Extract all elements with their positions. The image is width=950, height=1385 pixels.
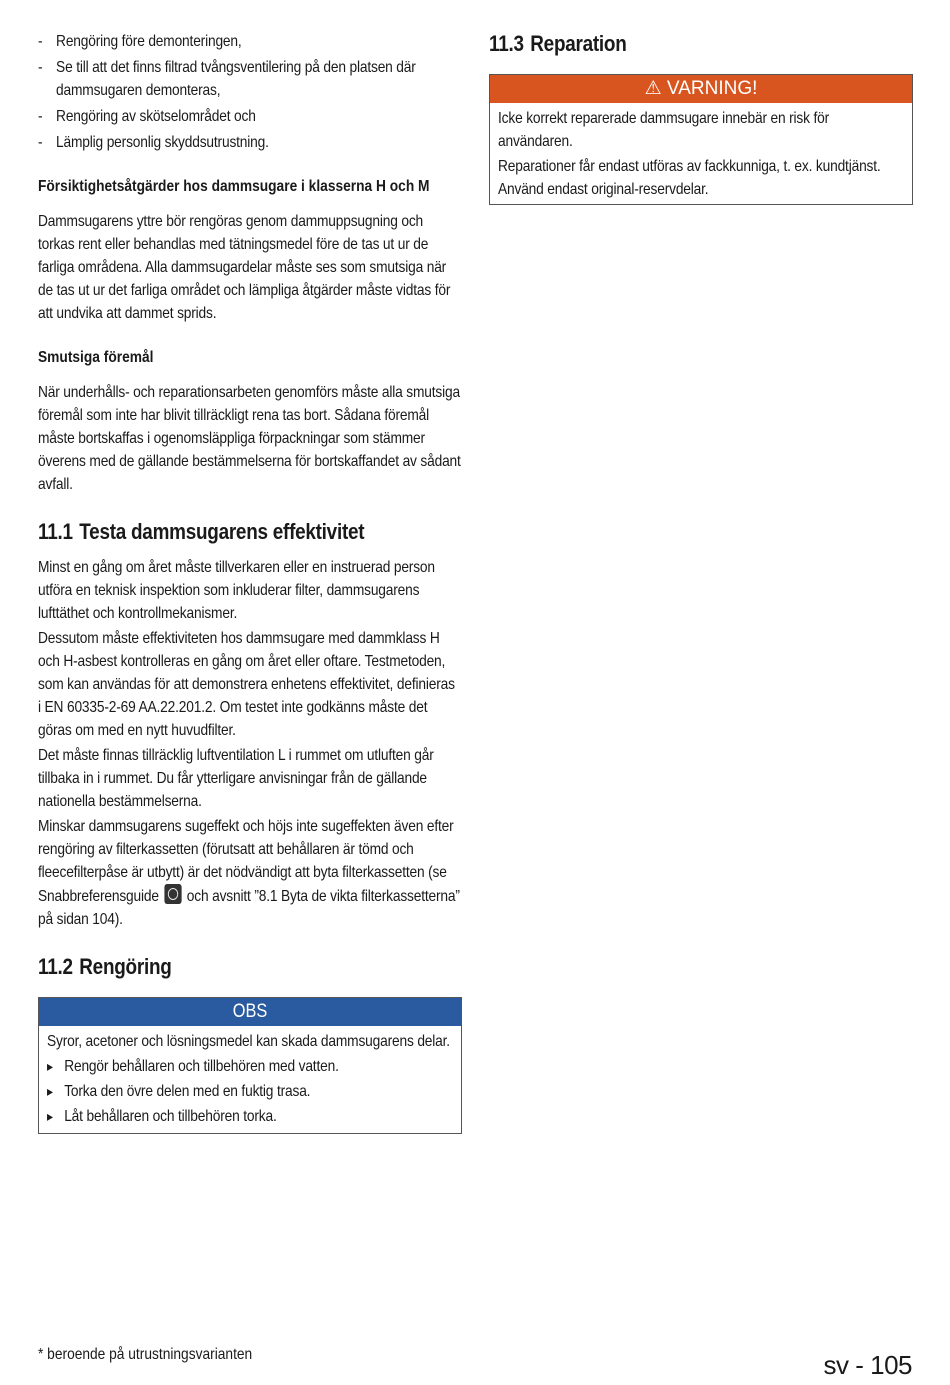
warning-text: Icke korrekt reparerade dammsugare innebär en risk för användaren. [498, 110, 830, 150]
precautions-text: Dammsugarens yttre bör rengöras genom dammuppsugning och torkas rent eller behandlas med tätningsmedel före de tas ut ur de farliga områdena. Alla dammsugardelar måste ses som smutsiga när de tas ut ur det farliga området och lämpliga åtgärder måste vidtas för att undvika att dammet sprids. [38, 213, 451, 322]
list-item: - Rengöring av skötselområdet och [38, 105, 461, 128]
warning-box [489, 74, 913, 205]
notice-box [38, 997, 462, 1134]
list-item: - Se till att det finns filtrad tvångsventilering på den platsen där dammsugaren demonteras, [38, 56, 461, 102]
section-title: Testa dammsugarens effektivitet [79, 519, 365, 544]
inspection-text: Minst en gång om året måste tillverkaren eller en instruerad person utföra en teknisk inspektion som inkluderar filter, dammsugarens lufttäthet och kontrollmekanismer. [38, 559, 435, 622]
filter-replace-text-a: Minskar dammsugarens sugeffekt och höjs inte sugeffekten även efter rengöring av filterkassetten (förutsatt att behållaren är tömd och fleecefilterpåse är utbytt) är det nödvändigt att byta filterkassetten (se Snabbreferensguide [38, 818, 454, 905]
list-item: - Rengöring före demonteringen, [38, 30, 461, 53]
warning-header [490, 75, 912, 103]
list-item: - Lämplig personlig skyddsutrustning. [38, 131, 461, 154]
section-number: 11.1 [38, 519, 73, 544]
page-number: sv - 105 [823, 1350, 912, 1380]
section-number: 11.2 [38, 954, 73, 979]
section-number: 11.3 [489, 31, 524, 56]
warning-body [490, 103, 912, 204]
dirty-items-text: När underhålls- och reparationsarbeten genomförs måste alla smutsiga föremål som inte har blivit tillräckligt rena tas bort. Sådana föremål måste bortskaffas i ogenomsläppliga förpackningar som stämmer överens med de gällande bestämmelserna för bortskaffandet av sådant avfall. [38, 384, 461, 493]
left-column [38, 30, 462, 1134]
quick-reference-guide-icon [164, 884, 181, 904]
notice-label: OBS [232, 1001, 268, 1022]
disposal-checklist [38, 30, 461, 154]
list-item: ▸ Rengör behållaren och tillbehören med vatten. [47, 1055, 452, 1078]
notice-text: Syror, acetoner och lösningsmedel kan skada dammsugarens delar. [47, 1033, 450, 1050]
section-title: Rengöring [79, 954, 172, 979]
footnote-text: * beroende på utrustningsvarianten [38, 1346, 253, 1363]
list-item: ▸ Torka den övre delen med en fuktig trasa. [47, 1080, 452, 1103]
dirty-items-heading: Smutsiga föremål [38, 349, 154, 366]
filter-replace-text-b: och avsnitt ”8.1 Byta de vikta filterkassetterna” på sidan 104). [38, 888, 460, 928]
section-11-1-heading [38, 518, 461, 546]
section-11-2-heading [38, 953, 461, 981]
cleaning-steps [47, 1055, 452, 1128]
warning-text-2: Reparationer får endast utföras av fackkunniga, t. ex. kundtjänst. Använd endast original-reservdelar. [498, 158, 881, 198]
section-11-3-heading [489, 30, 912, 58]
precautions-heading: Försiktighetsåtgärder hos dammsugare i klasserna H och M [38, 178, 430, 195]
efficiency-text: Dessutom måste effektiviteten hos dammsugare med dammklass H och H-asbest kontrolleras en gång om året eller oftare. Testmetoden, som kan användas för att demonstrera enhetens effektivitet, definieras i EN 60335-2-69 AA.22.201.2. Om testet inte godkänns måste det göras om med en nytt huvudfilter. [38, 630, 455, 739]
filter-replace-text [38, 815, 461, 931]
ventilation-text: Det måste finnas tillräcklig luftventilation L i rummet om utluften går tillbaka in i rummet. Du får ytterligare anvisningar från de gällande nationella bestämmelserna. [38, 747, 434, 810]
right-column [489, 30, 913, 205]
footnote [38, 1346, 287, 1364]
notice-header [39, 998, 461, 1026]
list-item: ▸ Låt behållaren och tillbehören torka. [47, 1105, 452, 1128]
warning-label: ⚠ VARNING! [644, 78, 758, 99]
notice-body [39, 1026, 461, 1133]
section-title: Reparation [530, 31, 627, 56]
